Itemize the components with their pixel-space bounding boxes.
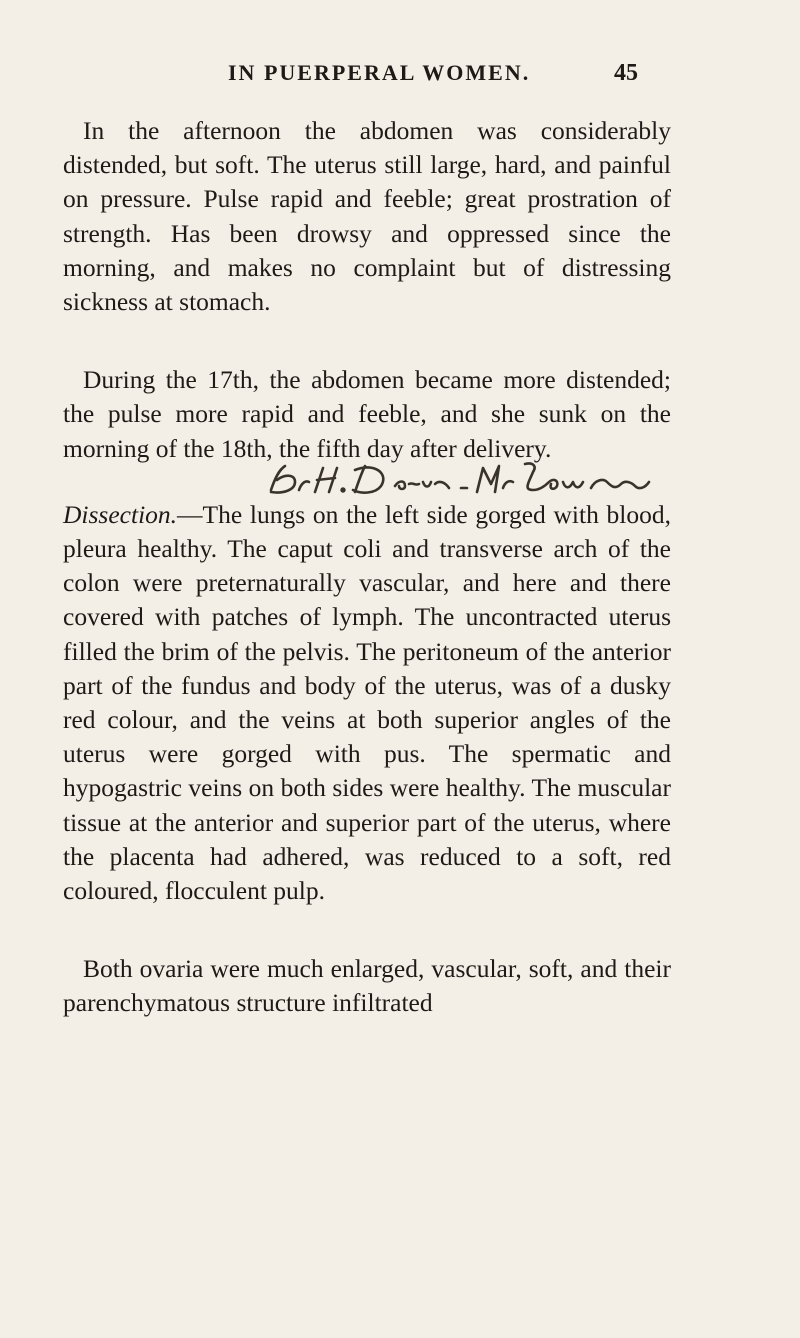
paragraph-ovaria: Both ovaria were much enlarged, vascular, soft, and their parenchymatous structure infiltrated	[63, 954, 671, 1018]
running-title: IN PUERPERAL WOMEN.	[228, 60, 531, 85]
paragraph-gap	[63, 908, 671, 952]
handwritten-signature-icon	[63, 460, 671, 500]
paragraph-afternoon: In the afternoon the abdomen was considerably distended, but soft. The uterus still large, hard, and painful on pressure. Pulse rapid and feeble; great prostration of strength. Has been drowsy and oppressed since the morning, and makes no complaint but of distressing sickness at stomach.	[63, 116, 671, 317]
page-number: 45	[614, 60, 638, 86]
dissection-label: Dissection.	[63, 499, 178, 529]
page-header	[0, 60, 800, 92]
handwritten-signature	[63, 460, 671, 498]
paragraph-gap	[63, 319, 671, 363]
paragraph-dissection	[63, 498, 671, 908]
paragraph-17th: During the 17th, the abdomen became more distended; the pulse more rapid and feeble, and she sunk on the morning of the 18th, the fifth day after delivery.	[63, 365, 671, 463]
body-text	[63, 114, 671, 1021]
dissection-text: —The lungs on the left side gorged with blood, pleura healthy. The caput coli and transverse arch of the colon were preternaturally vascular, and here and there covered with patches of lymph. The uncontracted uterus filled the brim of the pelvis. The peritoneum of the anterior part of the fundus and body of the uterus, was of a dusky red colour, and the veins at both superior angles of the uterus were gorged with pus. The spermatic and hypogastric veins on both sides were healthy. The muscular tissue at the anterior and superior part of the uterus, where the placenta had adhered, was reduced to a soft, red coloured, flocculent pulp.	[63, 499, 671, 906]
